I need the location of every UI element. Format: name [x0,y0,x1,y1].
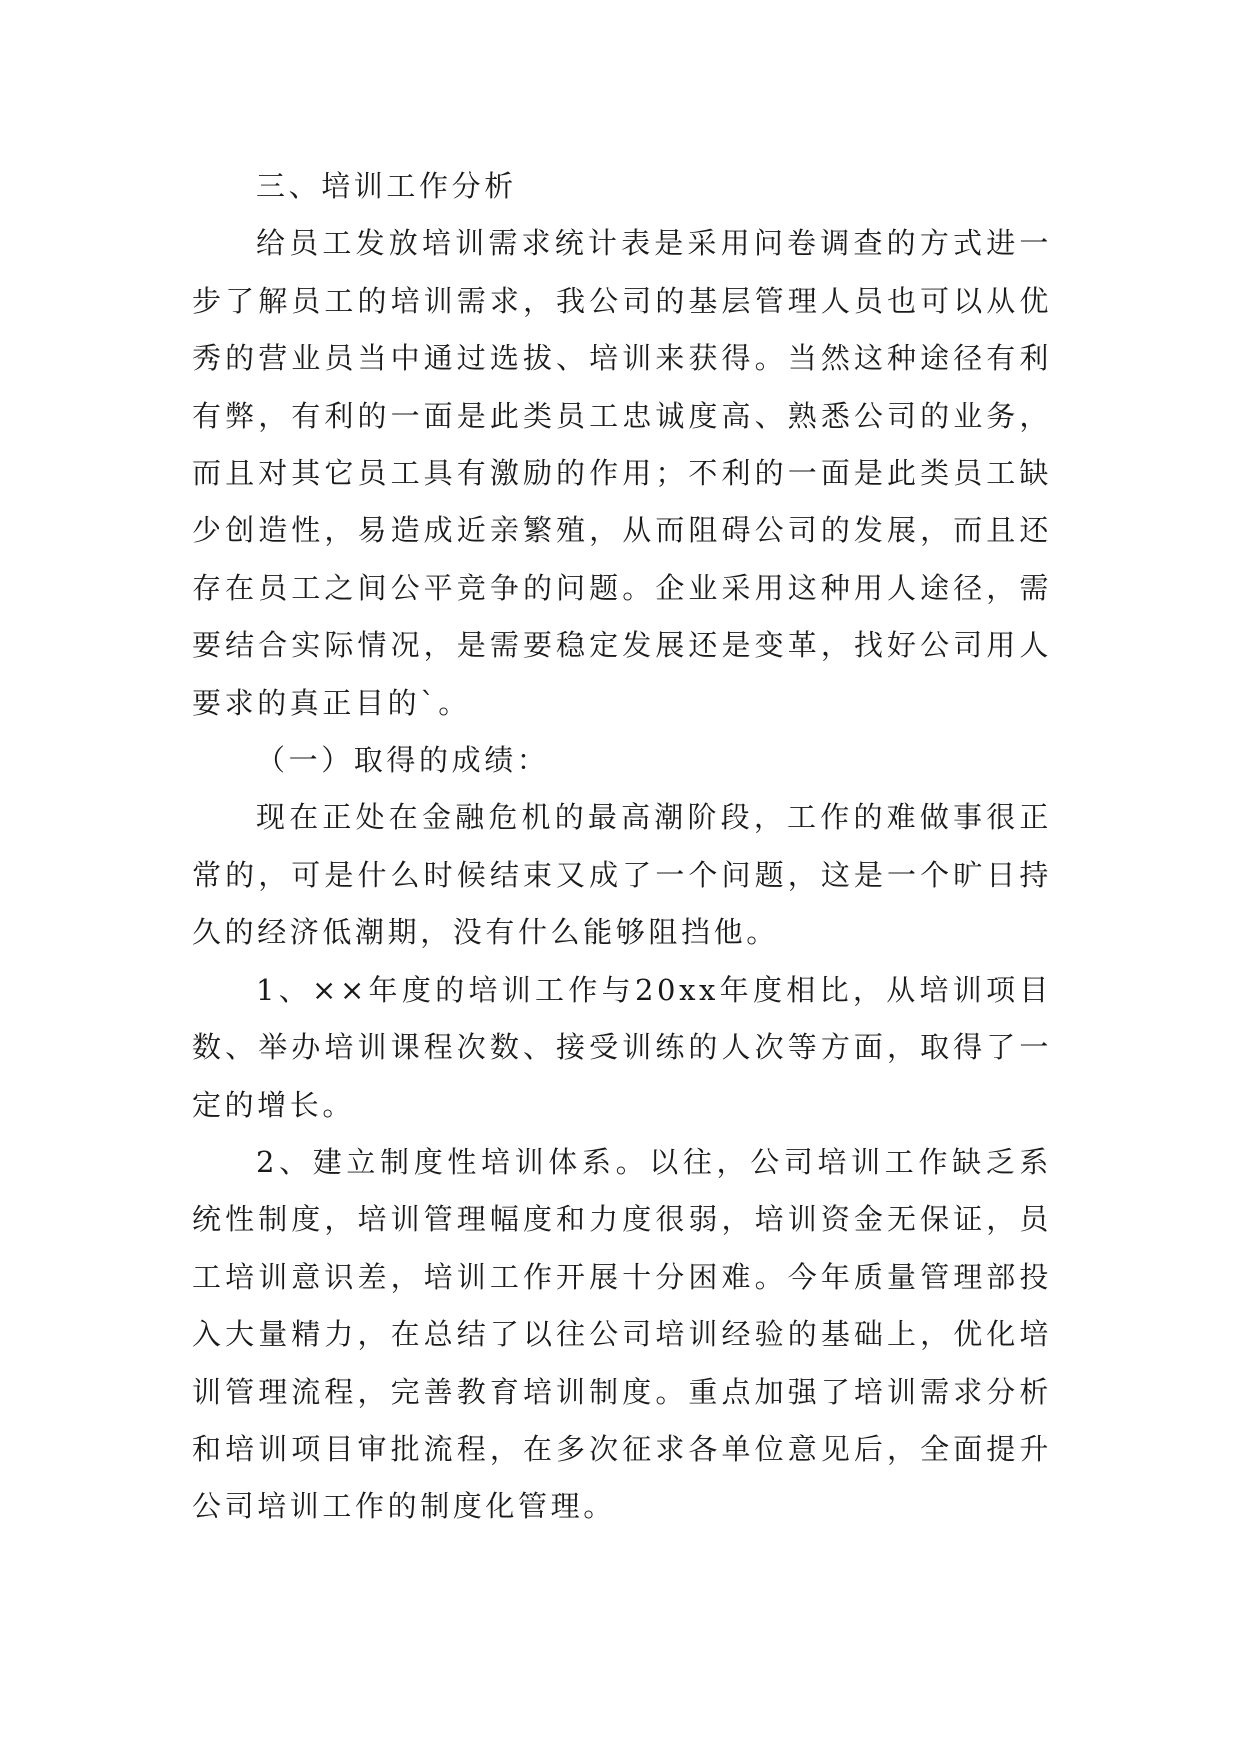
body-paragraph: 现在正处在金融危机的最高潮阶段，工作的难做事很正常的，可是什么时候结束又成了一个问题，这是一个旷日持久的经济低潮期，没有什么能够阻挡他。 [192,800,1052,950]
document-body [192,158,1052,1536]
body-paragraph: 给员工发放培训需求统计表是采用问卷调查的方式进一步了解员工的培训需求，我公司的基层管理人员也可以从优秀的营业员当中通过选拔、培训来获得。当然这种途径有利有弊，有利的一面是此类员工忠诚度高、熟悉公司的业务，而且对其它员工具有激励的作用；不利的一面是此类员工缺少创造性，易造成近亲繁殖，从而阻碍公司的发展，而且还存在员工之间公平竞争的问题。企业采用这种用人途径，需要结合实际情况，是需要稳定发展还是变革，找好公司用人要求的真正目的`。 [192,226,1052,720]
numbered-paragraph: 1、××年度的培训工作与20xx年度相比，从培训项目数、举办培训课程次数、接受训练的人次等方面，取得了一定的增长。 [192,972,1052,1122]
section-heading: 三、培训工作分析 [256,169,517,203]
numbered-paragraph: 2、建立制度性培训体系。以往，公司培训工作缺乏系统性制度，培训管理幅度和力度很弱，培训资金无保证，员工培训意识差，培训工作开展十分困难。今年质量管理部投入大量精力，在总结了以往公司培训经验的基础上，优化培训管理流程，完善教育培训制度。重点加强了培训需求分析和培训项目审批流程，在多次征求各单位意见后，全面提升公司培训工作的制度化管理。 [192,1144,1052,1524]
subsection-heading: （一）取得的成绩： [256,743,550,778]
